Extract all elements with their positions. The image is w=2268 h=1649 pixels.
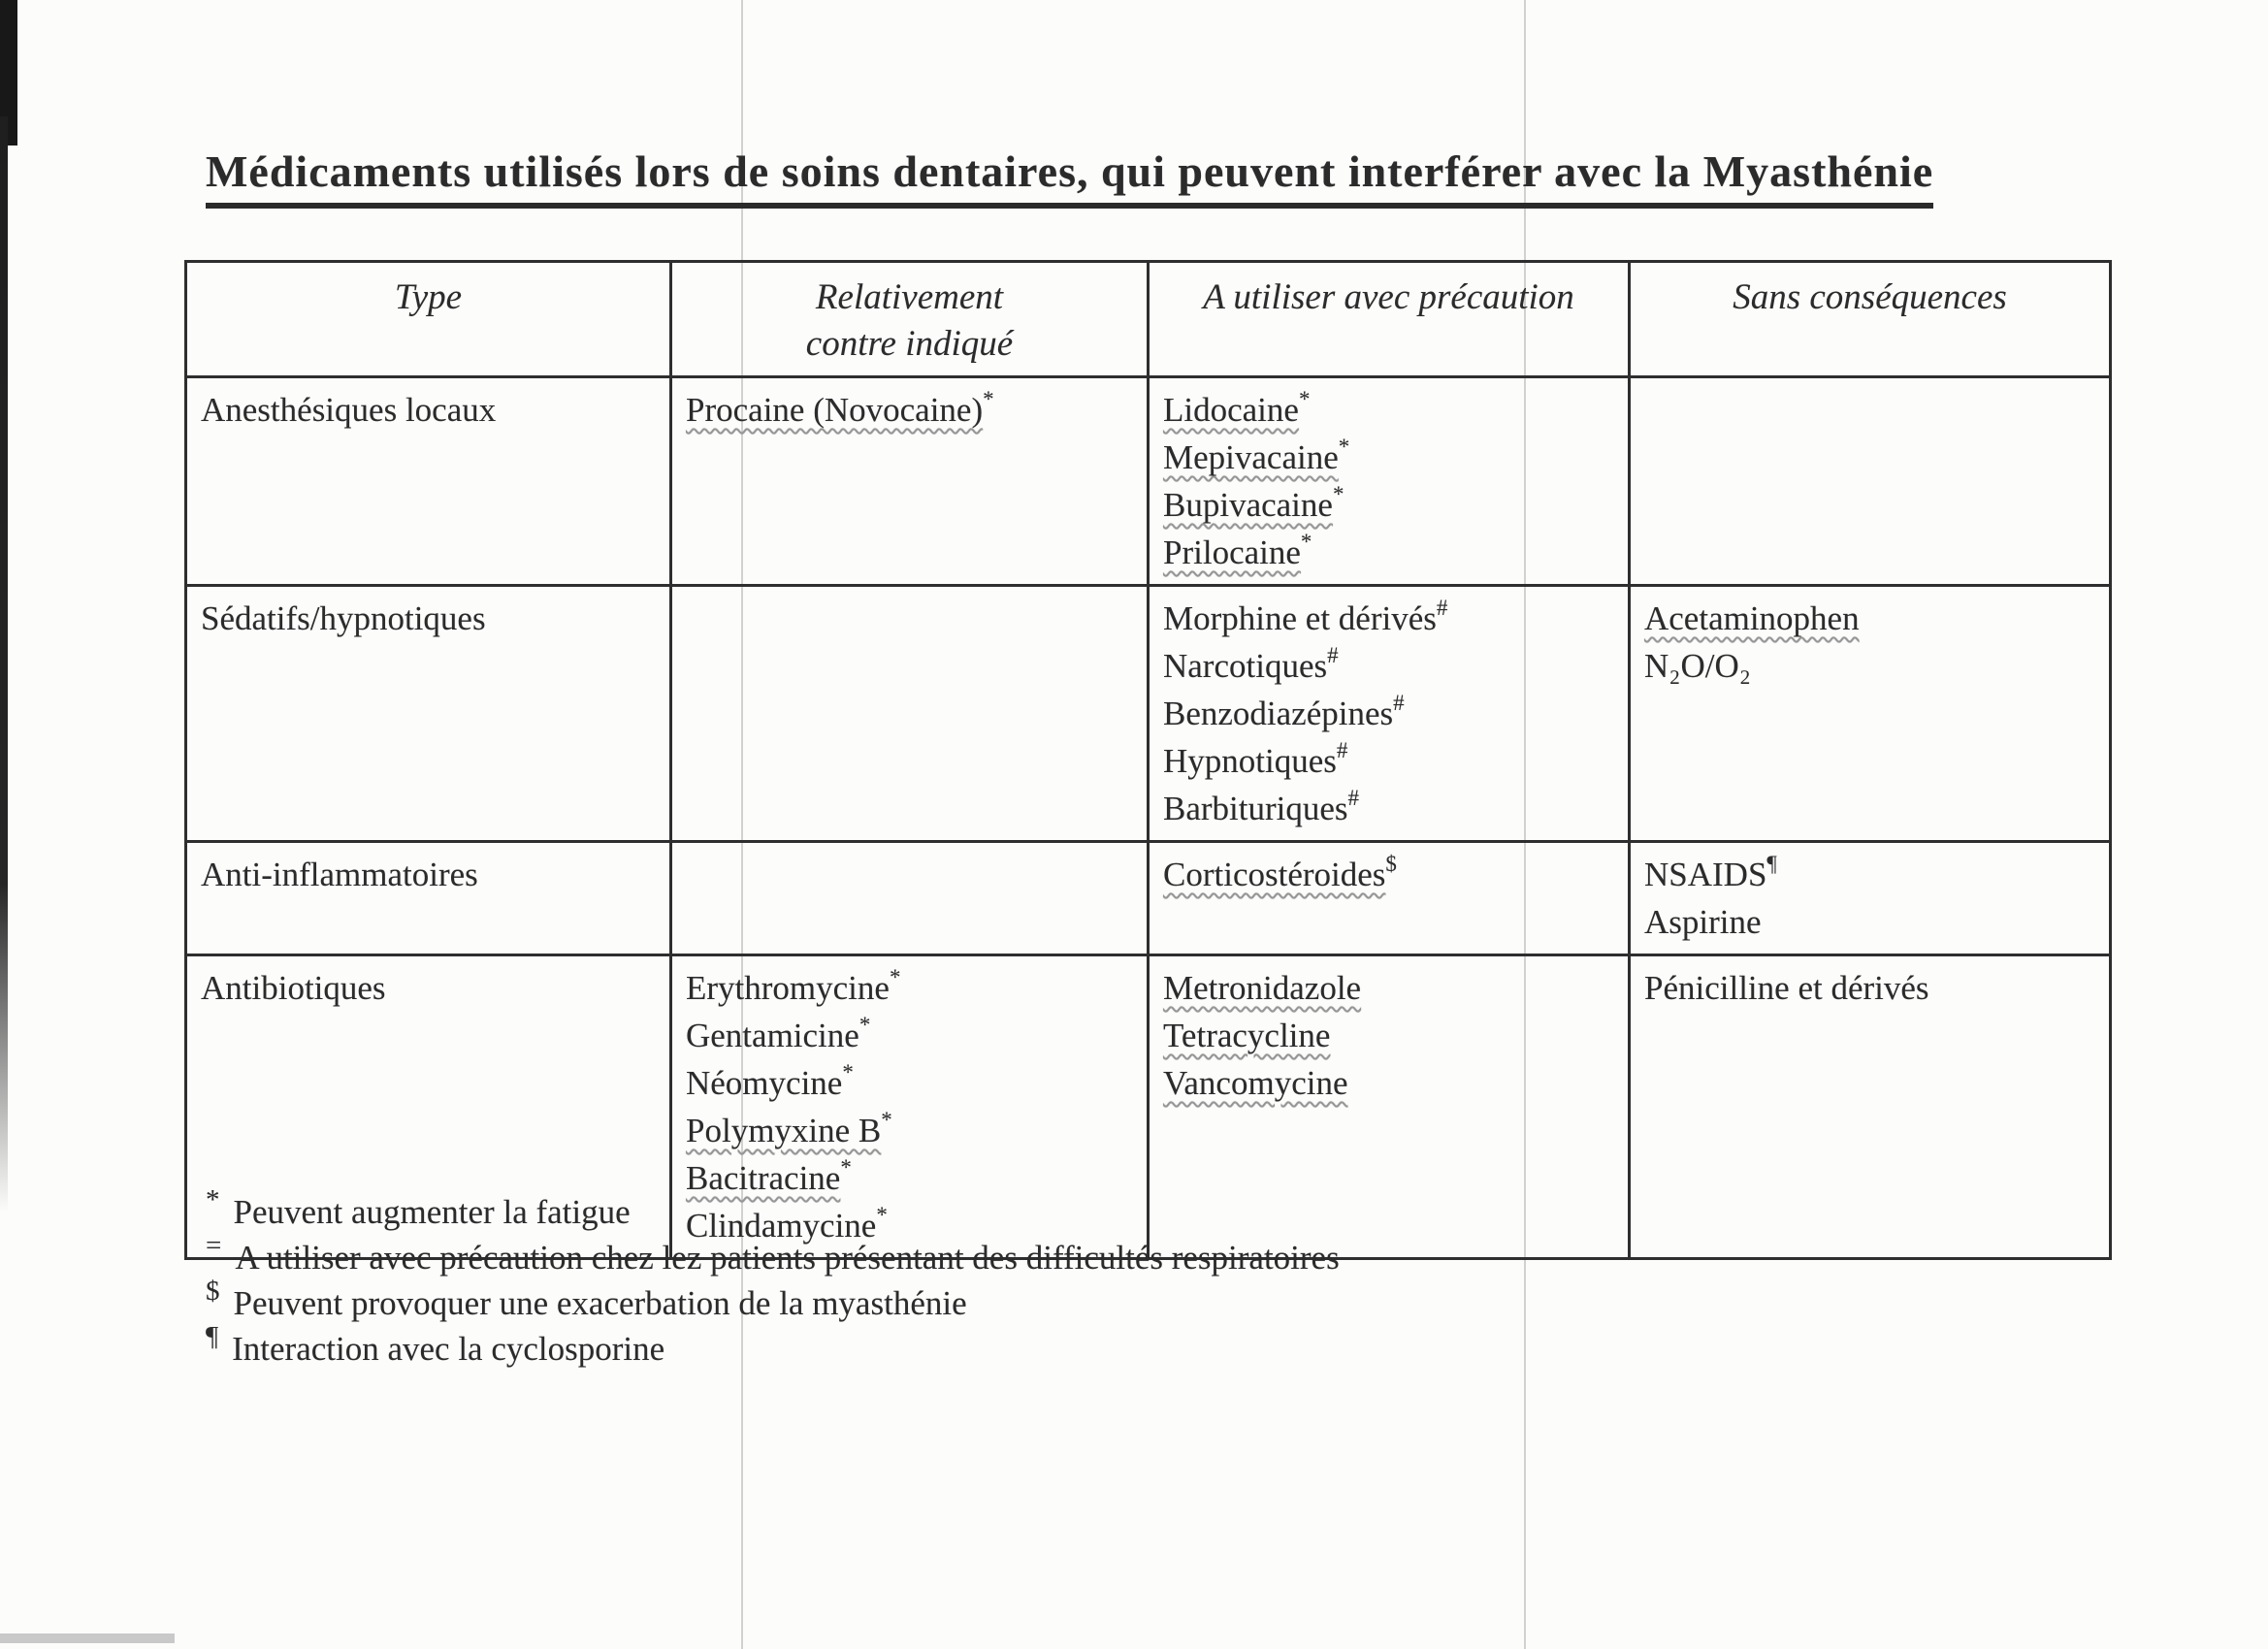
table-row	[186, 842, 2111, 955]
drug-item	[1644, 898, 2095, 946]
cell-sans-consequences	[1630, 955, 2111, 1259]
drug-name: Vancomycine	[1163, 1064, 1348, 1102]
cell-precaution	[1149, 377, 1630, 586]
medications-table	[184, 260, 2112, 1260]
footnotes-block	[206, 1184, 1340, 1372]
drug-item	[1644, 642, 2095, 690]
drug-name: Néomycine	[686, 1064, 843, 1102]
column-header-label: Sans conséquences	[1733, 277, 2007, 317]
column-header-sans-consequences	[1630, 262, 2111, 377]
drug-name: Morphine et dérivés	[1163, 599, 1437, 637]
footnote-marker: =	[206, 1230, 222, 1262]
footnote	[206, 1276, 1340, 1326]
cell-type	[186, 377, 671, 586]
drug-name: Corticostéroides	[1163, 856, 1386, 893]
cell-sans-consequences	[1630, 586, 2111, 842]
cell-contre-indique	[671, 586, 1149, 842]
drug-item	[1163, 737, 1614, 785]
drug-item	[1163, 595, 1614, 642]
row-type-label: Anti-inflammatoires	[201, 856, 478, 893]
drug-item	[1163, 481, 1614, 529]
table-row	[186, 586, 2111, 842]
footnote-marker-ref: #	[1436, 596, 1448, 621]
footnote-marker-ref: ¶	[1766, 852, 1777, 877]
drug-name: Metronidazole	[1163, 969, 1362, 1007]
footnote-marker-ref: #	[1336, 738, 1348, 763]
cell-type	[186, 586, 671, 842]
footnote-marker-ref: *	[1300, 530, 1312, 555]
drug-name: Pénicilline et dérivés	[1644, 969, 1929, 1007]
cell-contre-indique	[671, 377, 1149, 586]
drug-item	[1163, 434, 1614, 481]
scan-smudge-artifact	[0, 1633, 175, 1643]
column-header-label: Relativement	[815, 277, 1004, 317]
drug-name: Narcotiques	[1163, 647, 1328, 685]
footnote-marker-ref: #	[1327, 643, 1339, 668]
drug-item	[686, 1107, 1133, 1154]
drug-name: NSAIDS	[1644, 856, 1767, 893]
footnote-text: Peuvent augmenter la fatigue	[233, 1193, 631, 1231]
drug-item	[1163, 785, 1614, 832]
row-type-label: Anesthésiques locaux	[201, 391, 497, 429]
drug-name: Procaine (Novocaine)	[686, 391, 984, 429]
drug-name: Tetracycline	[1163, 1017, 1331, 1054]
footnote	[206, 1321, 1340, 1372]
drug-name: Polymyxine B	[686, 1112, 882, 1149]
drug-name: Gentamicine	[686, 1017, 859, 1054]
drug-item	[1163, 964, 1614, 1012]
cell-type	[186, 842, 671, 955]
footnote-marker-ref: *	[881, 1108, 892, 1133]
cell-sans-consequences	[1630, 377, 2111, 586]
cell-sans-consequences	[1630, 842, 2111, 955]
cell-precaution	[1149, 586, 1630, 842]
footnote-marker-ref: *	[889, 965, 901, 990]
column-header-label: A utiliser avec précaution	[1203, 277, 1574, 317]
footnote-marker: ¶	[206, 1321, 219, 1353]
row-type-label: Antibiotiques	[201, 969, 386, 1007]
footnote-marker-ref: #	[1347, 786, 1360, 811]
column-header-contre-indique	[671, 262, 1149, 377]
footnote-marker-ref: *	[1298, 387, 1311, 412]
drug-item	[1644, 851, 2095, 898]
footnote-marker-ref: *	[842, 1060, 854, 1085]
footnote-marker-ref: *	[840, 1155, 852, 1180]
drug-item	[686, 1012, 1133, 1059]
drug-item	[686, 1059, 1133, 1107]
footnote-marker: $	[206, 1276, 220, 1308]
cell-precaution	[1149, 842, 1630, 955]
drug-name: Mepivacaine	[1163, 438, 1339, 476]
footnote-text: Interaction avec la cyclosporine	[232, 1330, 665, 1368]
drug-item	[1644, 595, 2095, 642]
drug-name: Bacitracine	[686, 1159, 841, 1197]
footnote-marker-ref: $	[1385, 852, 1397, 877]
drug-item	[1163, 851, 1614, 898]
document-title: Médicaments utilisés lors de soins dentaires, qui peuvent interférer avec la Myasthénie	[206, 146, 1933, 209]
drug-item	[1163, 529, 1614, 576]
footnote-marker-ref: *	[1338, 435, 1350, 460]
drug-item	[686, 964, 1133, 1012]
row-type-label: Sédatifs/hypnotiques	[201, 599, 486, 637]
drug-name: Lidocaine	[1163, 391, 1299, 429]
drug-name: Hypnotiques	[1163, 742, 1337, 780]
footnote-marker-ref: *	[876, 1203, 888, 1228]
footnote-marker-ref: *	[859, 1013, 871, 1038]
drug-item	[1163, 386, 1614, 434]
drug-name: N₂O/O₂	[1644, 647, 1751, 685]
footnote-marker-ref: #	[1393, 691, 1405, 716]
column-header-label: contre indiqué	[805, 324, 1014, 364]
footnote-marker-ref: *	[1332, 482, 1345, 507]
drug-item	[1163, 642, 1614, 690]
table-row	[186, 377, 2111, 586]
table-header-row	[186, 262, 2111, 377]
footnote-marker: *	[206, 1184, 220, 1216]
drug-item	[1163, 1059, 1614, 1107]
drug-name: Aspirine	[1644, 903, 1762, 941]
drug-name: Acetaminophen	[1644, 599, 1860, 637]
column-header-label: Type	[394, 277, 463, 317]
cell-contre-indique	[671, 842, 1149, 955]
drug-item	[1644, 964, 2095, 1012]
drug-name: Erythromycine	[686, 969, 890, 1007]
footnote-marker-ref: *	[983, 387, 994, 412]
column-header-type	[186, 262, 671, 377]
drug-item	[686, 386, 1133, 434]
column-header-precaution	[1149, 262, 1630, 377]
footnote	[206, 1230, 1340, 1280]
footnote	[206, 1184, 1340, 1235]
drug-name: Clindamycine	[686, 1207, 877, 1245]
footnote-text: Peuvent provoquer une exacerbation de la myasthénie	[233, 1284, 967, 1322]
footnote-text: A utiliser avec précaution chez lez patients présentant des difficultés respiratoires	[235, 1239, 1340, 1277]
drug-name: Benzodiazépines	[1163, 695, 1394, 732]
drug-item	[1163, 690, 1614, 737]
drug-name: Prilocaine	[1163, 534, 1301, 571]
drug-name: Bupivacaine	[1163, 486, 1333, 524]
drug-name: Barbituriques	[1163, 790, 1348, 827]
scan-edge-artifact	[0, 116, 8, 1212]
drug-item	[1163, 1012, 1614, 1059]
